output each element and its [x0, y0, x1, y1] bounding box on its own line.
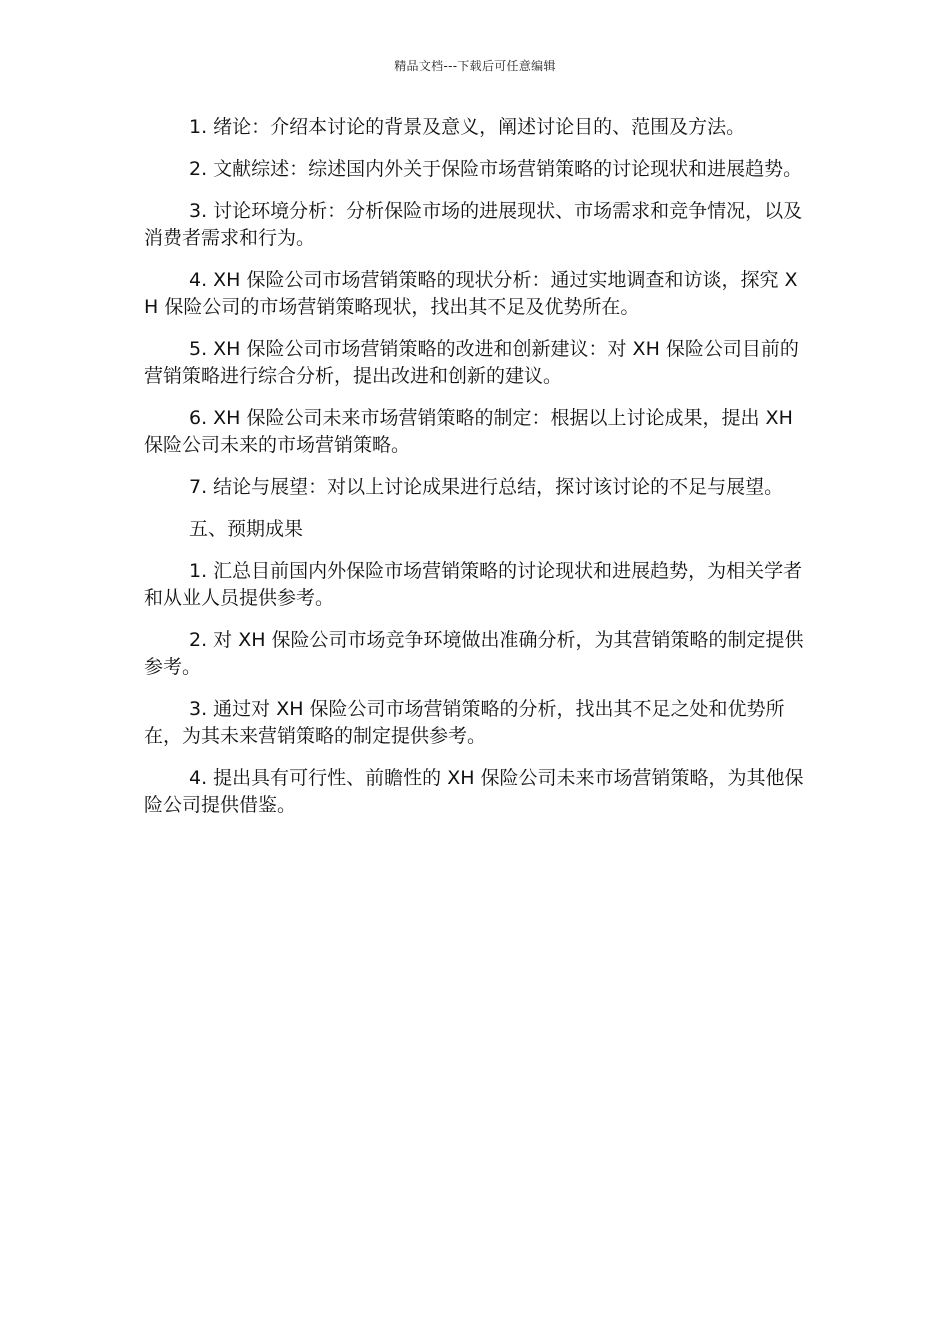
paragraph-result-4: 4. 提出具有可行性、前瞻性的 XH 保险公司未来市场营销策略，为其他保险公司提供借鉴。	[144, 767, 804, 816]
paragraph-result-2: 2. 对 XH 保险公司市场竞争环境做出准确分析，为其营销策略的制定提供参考。	[144, 629, 804, 678]
paragraph-intro: 1. 绪论：介绍本讨论的背景及意义，阐述讨论目的、范围及方法。	[189, 116, 746, 138]
paragraph-result-1: 1. 汇总目前国内外保险市场营销策略的讨论现状和进展趋势，为相关学者和从业人员提供参考。	[144, 560, 803, 609]
paragraph-status-analysis: 4. XH 保险公司市场营销策略的现状分析：通过实地调查和访谈，探究 XH 保险公司的市场营销策略现状，找出其不足及优势所在。	[144, 269, 798, 318]
section-heading-expected-results: 五、预期成果	[189, 518, 304, 540]
paragraph-result-3: 3. 通过对 XH 保险公司市场营销策略的分析，找出其不足之处和优势所在，为其未来营销策略的制定提供参考。	[144, 698, 785, 747]
document-body	[144, 114, 808, 834]
paragraph-literature-review: 2. 文献综述：综述国内外关于保险市场营销策略的讨论现状和进展趋势。	[189, 158, 803, 180]
page-header: 精品文档---下载后可任意编辑	[394, 59, 556, 73]
paragraph-environment-analysis: 3. 讨论环境分析：分析保险市场的进展现状、市场需求和竞争情况，以及消费者需求和行为。	[144, 200, 803, 249]
paragraph-conclusion: 7. 结论与展望：对以上讨论成果进行总结，探讨该讨论的不足与展望。	[189, 476, 784, 498]
paragraph-improvement-suggestions: 5. XH 保险公司市场营销策略的改进和创新建议：对 XH 保险公司目前的营销策略进行综合分析，提出改进和创新的建议。	[144, 338, 799, 387]
paragraph-future-strategy: 6. XH 保险公司未来市场营销策略的制定：根据以上讨论成果，提出 XH 保险公司未来的市场营销策略。	[144, 407, 793, 456]
